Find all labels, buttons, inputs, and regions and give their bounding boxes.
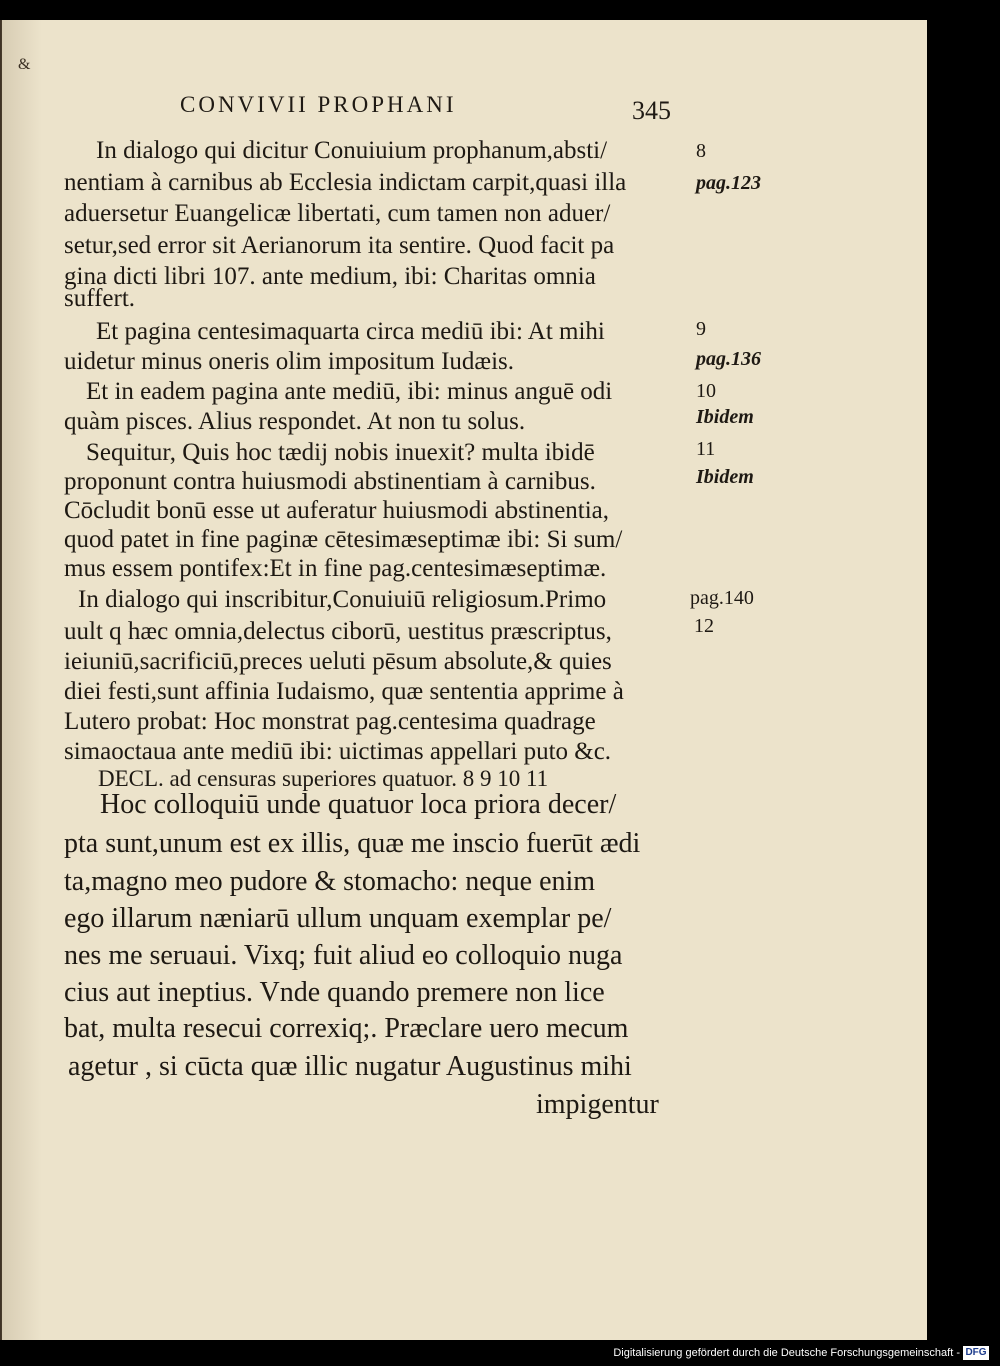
text-line: ta,magno meo pudore & stomacho: neque enim (64, 866, 596, 897)
text-line: setur,sed error sit Aerianorum ita sentire. Quod facit pa (64, 232, 615, 259)
margin-note: 11 (696, 438, 716, 460)
margin-note: 8 (696, 140, 706, 162)
text-line: suffert. (64, 285, 136, 312)
text-line: cius aut ineptius. Vnde quando premere non lice (64, 977, 605, 1008)
declaration-line: DECL. ad censuras superiores quatuor. 8 9 10 11 (98, 766, 549, 791)
text-line: quàm pisces. Alius respondet. At non tu solus. (64, 408, 526, 435)
margin-note: pag.136 (696, 348, 761, 370)
text-line: Et in eadem pagina ante mediū, ibi: minus anguē odi (86, 378, 613, 405)
corner-mark: & (18, 56, 31, 73)
text-line: mus essem pontifex:Et in fine pag.centesimæseptimæ. (64, 555, 607, 582)
text-line: bat, multa resecui correxiq;. Præclare uero mecum (64, 1013, 629, 1044)
text-line: Et pagina centesimaquarta circa mediū ibi: At mihi (96, 318, 605, 345)
text-line: Cōcludit bonū esse ut auferatur huiusmodi abstinentia, (64, 497, 610, 524)
text-line: pta sunt,unum est ex illis, quæ me inscio fuerūt ædi (64, 828, 641, 859)
text-line: ego illarum næniarū ullum unquam exemplar pe/ (64, 903, 612, 934)
margin-note: pag.140 (690, 587, 754, 609)
text-line: quod patet in fine paginæ cētesimæseptimæ ibi: Si sum/ (64, 526, 623, 553)
page-number: 345 (632, 96, 671, 125)
digitization-credit: Digitalisierung gefördert durch die Deutsche Forschungsgemeinschaft - (613, 1347, 960, 1359)
text-line: aduersetur Euangelicæ libertati, cum tamen non aduer/ (64, 200, 611, 227)
text-line: nentiam à carnibus ab Ecclesia indictam carpit,quasi illa (64, 169, 627, 196)
text-line: In dialogo qui inscribitur,Conuiuiū religiosum.Primo (78, 586, 607, 613)
margin-note: pag.123 (696, 172, 761, 194)
text-line: uult q hæc omnia,delectus ciborū, uestitus præscriptus, (64, 618, 612, 645)
text-line: proponunt contra huiusmodi abstinentiam à carnibus. (64, 468, 596, 495)
text-line: ieiuniū,sacrificiū,preces ueluti pēsum absolute,& quies (64, 648, 612, 675)
text-line: agetur , si cūcta quæ illic nugatur Augustinus mihi (68, 1051, 632, 1082)
running-head: CONVIVII PROPHANI (180, 92, 457, 117)
text-line: In dialogo qui dicitur Conuiuium prophanum,absti/ (96, 137, 608, 164)
margin-note: 9 (696, 318, 706, 340)
text-line: simaoctaua ante mediū ibi: uictimas appellari puto &c. (64, 738, 612, 765)
margin-note: 10 (696, 380, 716, 402)
text-line: gina dicti libri 107. ante medium, ibi: Charitas omnia (64, 263, 596, 290)
margin-note: Ibidem (696, 466, 754, 488)
text-line: Sequitur, Quis hoc tædij nobis inuexit? multa ibidē (86, 439, 595, 466)
text-line: Lutero probat: Hoc monstrat pag.centesima quadrage (64, 708, 596, 735)
margin-note: 12 (694, 615, 714, 637)
text-line: uidetur minus oneris olim impositum Iudæis. (64, 348, 514, 375)
margin-note: Ibidem (696, 406, 754, 428)
catchword: impigentur (536, 1089, 659, 1120)
dfg-logo: DFG (963, 1346, 989, 1360)
text-line: nes me seruaui. Vixq; fuit aliud eo colloquio nuga (64, 940, 623, 971)
text-line: diei festi,sunt affinia Iudaismo, quæ sententia apprime à (64, 678, 624, 705)
text-line: Hoc colloquiū unde quatuor loca priora decer/ (100, 789, 617, 820)
